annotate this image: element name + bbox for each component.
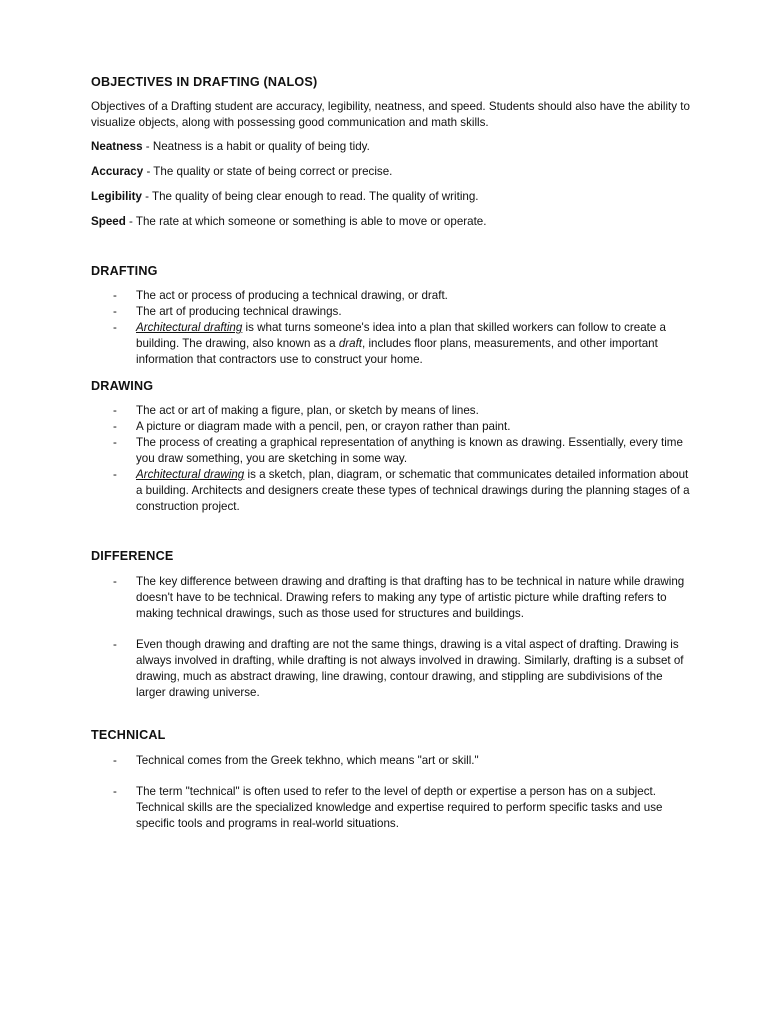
list-item xyxy=(91,467,691,515)
drawing-list xyxy=(91,403,691,515)
list-item-text: The process of creating a graphical representation of anything is known as drawing. Essentially, every time you draw something, you are sketching in some way. xyxy=(136,436,683,465)
list-item xyxy=(91,304,691,320)
list-item-text: , includes floor plans, measurements, and other important information that contractors use to construct your home. xyxy=(136,337,658,366)
term-accuracy xyxy=(91,164,691,180)
list-item-text: The art of producing technical drawings. xyxy=(136,305,342,318)
term-definition: - The quality or state of being correct or precise. xyxy=(143,165,393,178)
document-page xyxy=(91,74,691,832)
bullet-dash: - xyxy=(113,468,117,481)
technical-heading: TECHNICAL xyxy=(91,728,166,742)
bullet-dash: - xyxy=(113,420,117,433)
drawing-heading: DRAWING xyxy=(91,379,154,393)
bullet-dash: - xyxy=(113,785,117,798)
list-item-text: is what turns someone's idea into a plan that skilled workers can follow to create a building. The drawing, also known as a xyxy=(136,321,666,350)
architectural-drafting-term: Architectural drafting xyxy=(136,321,243,334)
bullet-dash: - xyxy=(113,321,117,334)
term-label: Neatness xyxy=(91,140,143,153)
list-item-text: is a sketch, plan, diagram, or schematic that communicates detailed information about a building. Architects and designers create these types of technical drawings during the planning stages of a construction project. xyxy=(136,468,690,513)
difference-list xyxy=(91,574,691,701)
list-item xyxy=(91,288,691,304)
term-definition: - The rate at which someone or something is able to move or operate. xyxy=(125,215,487,228)
objectives-intro: Objectives of a Drafting student are accuracy, legibility, neatness, and speed. Students should also have the ability to visualize objects, along with possessing good communication and math skills. xyxy=(91,100,690,129)
list-item-text: Even though drawing and drafting are not the same things, drawing is a vital aspect of drafting. Drawing is always involved in drafting, while drafting is not always involved in drawing. Similarly, drafting is a subset of drawing, much as abstract drawing, line drawing, contour drawing, and stippling are subdivisions of the larger drawing universe. xyxy=(136,638,684,699)
bullet-dash: - xyxy=(113,575,117,588)
term-legibility xyxy=(91,189,691,205)
list-item xyxy=(91,403,691,419)
list-item xyxy=(91,320,691,368)
list-item xyxy=(91,637,691,701)
term-label: Legibility xyxy=(91,190,142,203)
list-item xyxy=(91,574,691,622)
objectives-heading: OBJECTIVES IN DRAFTING (NALOS) xyxy=(91,75,318,89)
term-neatness xyxy=(91,139,691,155)
list-item-text: A picture or diagram made with a pencil, pen, or crayon rather than paint. xyxy=(136,420,511,433)
bullet-dash: - xyxy=(113,754,117,767)
bullet-dash: - xyxy=(113,638,117,651)
list-item-text: Technical comes from the Greek tekhno, which means "art or skill." xyxy=(136,754,479,767)
term-label: Speed xyxy=(91,215,126,228)
list-item-text: The act or art of making a figure, plan, or sketch by means of lines. xyxy=(136,404,479,417)
draft-term: draft xyxy=(338,337,363,350)
difference-heading: DIFFERENCE xyxy=(91,549,174,563)
list-item-text: The key difference between drawing and drafting is that drafting has to be technical in nature while drawing doesn't have to be technical. Drawing refers to making any type of artistic picture while drafting refers to making technical drawings, such as those used for structures and buildings. xyxy=(136,575,685,620)
bullet-dash: - xyxy=(113,289,117,302)
bullet-dash: - xyxy=(113,305,117,318)
list-item xyxy=(91,435,691,467)
list-spacer xyxy=(91,622,691,637)
term-label: Accuracy xyxy=(91,165,144,178)
term-definition: - The quality of being clear enough to read. The quality of writing. xyxy=(141,190,479,203)
list-item-text: The act or process of producing a technical drawing, or draft. xyxy=(136,289,448,302)
bullet-dash: - xyxy=(113,436,117,449)
technical-list xyxy=(91,753,691,832)
list-spacer xyxy=(91,769,691,784)
drafting-heading: DRAFTING xyxy=(91,264,158,278)
drafting-list xyxy=(91,288,691,368)
architectural-drawing-term: Architectural drawing xyxy=(136,468,245,481)
bullet-dash: - xyxy=(113,404,117,417)
term-definition: - Neatness is a habit or quality of being tidy. xyxy=(142,140,370,153)
list-item-text: The term "technical" is often used to refer to the level of depth or expertise a person has on a subject. Technical skills are the specialized knowledge and expertise required to perform specific tasks and use specific tools and programs in real-world situations. xyxy=(136,785,663,830)
list-item xyxy=(91,784,691,832)
term-speed xyxy=(91,214,691,230)
list-item xyxy=(91,419,691,435)
list-item xyxy=(91,753,691,769)
